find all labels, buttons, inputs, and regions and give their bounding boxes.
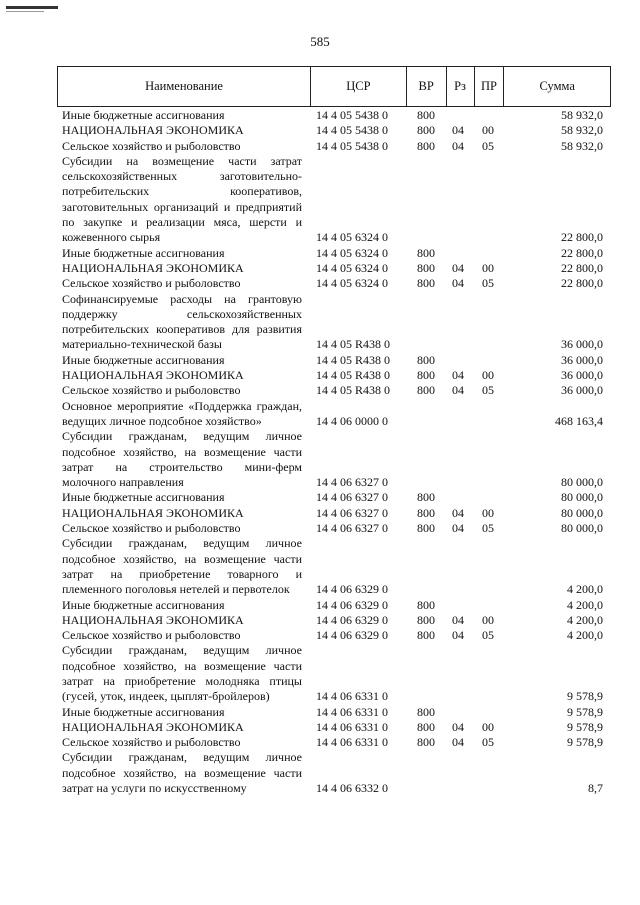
row-name: Сельское хозяйство и рыболовство — [62, 138, 241, 153]
table-row — [62, 123, 607, 138]
row-rz: 04 — [452, 368, 464, 383]
header-name: Наименование — [58, 67, 311, 106]
header-csr: ЦСР — [311, 67, 407, 106]
row-pr: 05 — [482, 383, 494, 398]
row-name: НАЦИОНАЛЬНАЯ ЭКОНОМИКА — [62, 505, 244, 520]
table-row — [62, 536, 607, 597]
page-number: 585 — [310, 34, 330, 49]
table-row — [62, 429, 607, 490]
row-vr: 800 — [417, 521, 435, 536]
table-row — [62, 705, 607, 720]
row-csr: 14 4 05 6324 0 — [316, 245, 388, 260]
row-rz: 04 — [452, 123, 464, 138]
row-name: НАЦИОНАЛЬНАЯ ЭКОНОМИКА — [62, 260, 244, 275]
table-row — [62, 383, 607, 398]
row-sum: 80 000,0 — [561, 521, 603, 536]
row-sum: 9 578,9 — [567, 735, 603, 750]
row-rz: 04 — [452, 735, 464, 750]
row-sum: 36 000,0 — [561, 352, 603, 367]
row-pr: 05 — [482, 138, 494, 153]
row-csr: 14 4 05 5438 0 — [316, 123, 388, 138]
row-csr: 14 4 05 R438 0 — [316, 352, 391, 367]
row-name: Основное мероприятие «Поддержка граждан, ведущих личное подсобное хозяйство» — [62, 398, 302, 428]
row-sum: 22 800,0 — [561, 230, 603, 245]
row-rz: 04 — [452, 628, 464, 643]
table-row — [62, 399, 607, 430]
row-sum: 36 000,0 — [561, 383, 603, 398]
table-row — [62, 246, 607, 261]
row-vr: 800 — [417, 490, 435, 505]
table-row — [62, 261, 607, 276]
row-vr: 800 — [417, 276, 435, 291]
row-sum: 4 200,0 — [567, 597, 603, 612]
header-pr: ПР — [475, 67, 505, 106]
row-sum: 9 578,9 — [567, 689, 603, 704]
row-csr: 14 4 05 6324 0 — [316, 230, 388, 245]
row-csr: 14 4 05 R438 0 — [316, 337, 391, 352]
header-rz: Рз — [447, 67, 475, 106]
row-name: Софинансируемые расходы на грантовую поддержку сельскохозяйственных потребительских кооперативов для развития материально-технической базы — [62, 291, 302, 352]
row-sum: 36 000,0 — [561, 337, 603, 352]
row-sum: 80 000,0 — [561, 490, 603, 505]
row-sum: 22 800,0 — [561, 245, 603, 260]
row-vr: 800 — [417, 628, 435, 643]
row-name: Субсидии гражданам, ведущим личное подсобное хозяйство, на возмещение части затрат на услуги по искусственному — [62, 750, 302, 796]
row-pr: 05 — [482, 628, 494, 643]
table-row — [62, 353, 607, 368]
table-header — [57, 66, 611, 107]
row-vr: 800 — [417, 138, 435, 153]
row-rz: 04 — [452, 276, 464, 291]
table-row — [62, 368, 607, 383]
row-rz: 04 — [452, 521, 464, 536]
table-body — [62, 108, 607, 796]
row-sum: 8,7 — [588, 781, 603, 796]
row-vr: 800 — [417, 108, 435, 122]
table-row — [62, 720, 607, 735]
row-sum: 36 000,0 — [561, 368, 603, 383]
row-sum: 58 932,0 — [561, 108, 603, 122]
row-name: Сельское хозяйство и рыболовство — [62, 383, 241, 398]
table-row — [62, 490, 607, 505]
row-name: Сельское хозяйство и рыболовство — [62, 276, 241, 291]
row-sum: 9 578,9 — [567, 719, 603, 734]
table-row — [62, 108, 607, 123]
row-vr: 800 — [417, 612, 435, 627]
row-rz: 04 — [452, 383, 464, 398]
row-sum: 22 800,0 — [561, 276, 603, 291]
row-name: Иные бюджетные ассигнования — [62, 245, 225, 260]
row-csr: 14 4 06 6329 0 — [316, 612, 388, 627]
row-rz: 04 — [452, 138, 464, 153]
table-row — [62, 643, 607, 704]
row-vr: 800 — [417, 719, 435, 734]
row-name: НАЦИОНАЛЬНАЯ ЭКОНОМИКА — [62, 612, 244, 627]
row-csr: 14 4 06 0000 0 — [316, 413, 388, 428]
row-csr: 14 4 05 R438 0 — [316, 368, 391, 383]
row-pr: 00 — [482, 260, 494, 275]
table-row — [62, 154, 607, 246]
row-name: Иные бюджетные ассигнования — [62, 352, 225, 367]
row-pr: 00 — [482, 368, 494, 383]
row-sum: 4 200,0 — [567, 612, 603, 627]
table-row — [62, 292, 607, 353]
table-row — [62, 506, 607, 521]
row-csr: 14 4 06 6332 0 — [316, 781, 388, 796]
row-name: Иные бюджетные ассигнования — [62, 108, 225, 122]
row-csr: 14 4 05 5438 0 — [316, 138, 388, 153]
row-csr: 14 4 06 6327 0 — [316, 475, 388, 490]
table-row — [62, 276, 607, 291]
row-csr: 14 4 05 6324 0 — [316, 276, 388, 291]
row-rz: 04 — [452, 260, 464, 275]
row-pr: 05 — [482, 276, 494, 291]
row-pr: 00 — [482, 612, 494, 627]
row-name: Субсидии гражданам, ведущим личное подсобное хозяйство, на возмещение части затрат на приобретение молодняка птицы (гусей, уток, индеек, цыплят-бройлеров) — [62, 643, 302, 704]
row-sum: 80 000,0 — [561, 475, 603, 490]
row-sum: 58 932,0 — [561, 123, 603, 138]
table-row — [62, 750, 607, 796]
row-vr: 800 — [417, 383, 435, 398]
row-csr: 14 4 05 6324 0 — [316, 260, 388, 275]
row-vr: 800 — [417, 368, 435, 383]
row-csr: 14 4 06 6327 0 — [316, 490, 388, 505]
row-vr: 800 — [417, 245, 435, 260]
row-name: Иные бюджетные ассигнования — [62, 704, 225, 719]
row-csr: 14 4 05 5438 0 — [316, 108, 388, 122]
table-row — [62, 139, 607, 154]
row-csr: 14 4 06 6329 0 — [316, 628, 388, 643]
row-name: Субсидии на возмещение части затрат сельскохозяйственных заготовительно-потребительских кооперативов, заготовительных организаций и предприятий по закупке и реализации мяса, шерсти и кожевенного сырья — [62, 153, 302, 245]
row-pr: 05 — [482, 521, 494, 536]
row-sum: 22 800,0 — [561, 260, 603, 275]
row-rz: 04 — [452, 719, 464, 734]
row-vr: 800 — [417, 260, 435, 275]
row-name: НАЦИОНАЛЬНАЯ ЭКОНОМИКА — [62, 719, 244, 734]
scan-mark — [6, 6, 58, 9]
row-vr: 800 — [417, 597, 435, 612]
row-vr: 800 — [417, 123, 435, 138]
row-sum: 4 200,0 — [567, 628, 603, 643]
row-name: Иные бюджетные ассигнования — [62, 490, 225, 505]
row-vr: 800 — [417, 505, 435, 520]
row-csr: 14 4 06 6331 0 — [316, 735, 388, 750]
row-csr: 14 4 06 6331 0 — [316, 689, 388, 704]
row-vr: 800 — [417, 735, 435, 750]
row-name: НАЦИОНАЛЬНАЯ ЭКОНОМИКА — [62, 368, 244, 383]
row-sum: 9 578,9 — [567, 704, 603, 719]
table-row — [62, 598, 607, 613]
row-pr: 00 — [482, 123, 494, 138]
row-csr: 14 4 05 R438 0 — [316, 383, 391, 398]
table-row — [62, 613, 607, 628]
row-name: Сельское хозяйство и рыболовство — [62, 735, 241, 750]
row-csr: 14 4 06 6329 0 — [316, 582, 388, 597]
row-name: Сельское хозяйство и рыболовство — [62, 628, 241, 643]
row-vr: 800 — [417, 352, 435, 367]
scan-mark — [6, 11, 44, 12]
row-pr: 00 — [482, 505, 494, 520]
row-rz: 04 — [452, 505, 464, 520]
row-sum: 4 200,0 — [567, 582, 603, 597]
row-rz: 04 — [452, 612, 464, 627]
row-pr: 00 — [482, 719, 494, 734]
row-sum: 58 932,0 — [561, 138, 603, 153]
row-csr: 14 4 06 6327 0 — [316, 505, 388, 520]
row-csr: 14 4 06 6327 0 — [316, 521, 388, 536]
table-row — [62, 735, 607, 750]
row-pr: 05 — [482, 735, 494, 750]
row-name: Субсидии гражданам, ведущим личное подсобное хозяйство, на возмещение части затрат на строительство мини-ферм молочного направления — [62, 429, 302, 490]
row-name: НАЦИОНАЛЬНАЯ ЭКОНОМИКА — [62, 123, 244, 138]
header-vr: ВР — [407, 67, 447, 106]
row-sum: 80 000,0 — [561, 505, 603, 520]
header-sum: Сумма — [539, 79, 575, 93]
row-name: Иные бюджетные ассигнования — [62, 597, 225, 612]
row-csr: 14 4 06 6331 0 — [316, 719, 388, 734]
row-sum: 468 163,4 — [555, 413, 603, 428]
row-csr: 14 4 06 6331 0 — [316, 704, 388, 719]
row-name: Субсидии гражданам, ведущим личное подсобное хозяйство, на возмещение части затрат на приобретение товарного и племенного поголовья нетелей и первотелок — [62, 536, 302, 597]
table-row — [62, 521, 607, 536]
row-csr: 14 4 06 6329 0 — [316, 597, 388, 612]
table-row — [62, 628, 607, 643]
row-name: Сельское хозяйство и рыболовство — [62, 521, 241, 536]
row-vr: 800 — [417, 704, 435, 719]
